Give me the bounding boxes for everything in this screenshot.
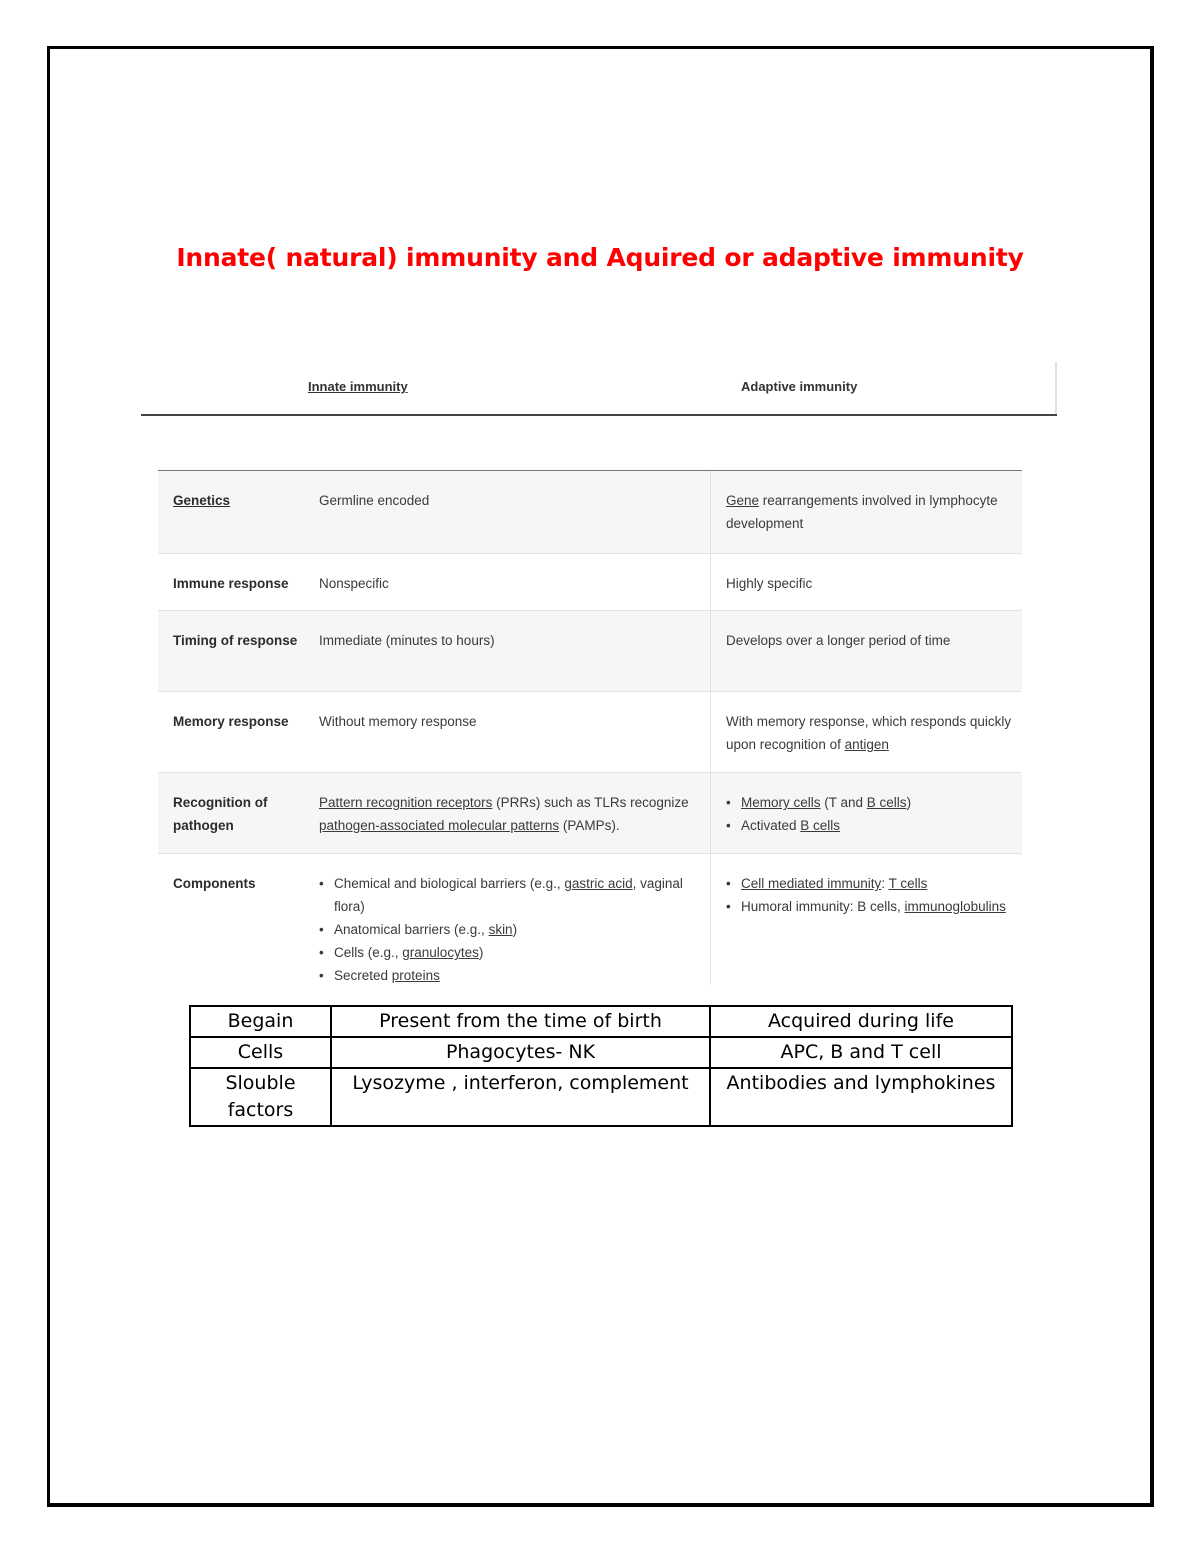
genetics-adaptive-text: rearrangements involved in lymphocyte development: [726, 493, 998, 531]
summary-adaptive: APC, B and T cell: [710, 1037, 1012, 1068]
granulocytes-link[interactable]: granulocytes: [402, 945, 479, 960]
row-recognition: [158, 773, 1022, 854]
immune-response-innate: Nonspecific: [319, 576, 389, 591]
list-item: [726, 814, 1022, 837]
b-cells-link[interactable]: B cells: [866, 795, 907, 810]
recognition-text-1: (PRRs) such as TLRs recognize: [492, 795, 689, 810]
summary-innate: Present from the time of birth: [331, 1006, 710, 1037]
table-row: [190, 1037, 1012, 1068]
memory-cells-link[interactable]: Memory cells: [741, 795, 821, 810]
component-text: Secreted: [334, 968, 392, 983]
recognition-adaptive: [710, 773, 1022, 853]
timing-label: Timing of response: [173, 633, 298, 648]
list-item: [726, 791, 1022, 814]
t-cells-link[interactable]: T cells: [888, 876, 928, 891]
timing-adaptive: Develops over a longer period of time: [710, 611, 1022, 691]
genetics-adaptive: [710, 471, 1022, 553]
component-text: Humoral immunity: B cells,: [741, 899, 905, 914]
summary-adaptive: Acquired during life: [710, 1006, 1012, 1037]
memory-label: Memory response: [173, 714, 289, 729]
list-item: [319, 918, 710, 941]
summary-adaptive: Antibodies and lymphokines: [710, 1068, 1012, 1126]
immune-response-label: Immune response: [173, 576, 289, 591]
page-title: Innate( natural) immunity and Aquired or adaptive immunity: [176, 243, 1024, 272]
activated-b-cells-link[interactable]: B cells: [800, 818, 841, 833]
proteins-link[interactable]: proteins: [391, 968, 440, 983]
recognition-adaptive-text-2: ): [906, 795, 912, 810]
comparison-table: [158, 470, 1022, 985]
components-label: Components: [173, 876, 256, 891]
memory-adaptive-text: With memory response, which responds quickly upon recognition of: [726, 714, 1012, 752]
component-text: ): [512, 922, 518, 937]
timing-innate: Immediate (minutes to hours): [319, 633, 495, 648]
pamp-link[interactable]: pathogen-associated molecular patterns: [319, 818, 560, 833]
row-components: [158, 854, 1022, 985]
row-immune-response: [158, 554, 1022, 611]
genetics-label: Genetics: [173, 493, 231, 508]
summary-label: Begain: [190, 1006, 331, 1037]
recognition-label: Recognition of pathogen: [173, 795, 268, 833]
summary-innate: Lysozyme , interferon, complement: [331, 1068, 710, 1126]
immune-response-adaptive: Highly specific: [710, 554, 1022, 610]
recognition-innate: [304, 773, 710, 853]
gene-link[interactable]: Gene: [726, 493, 760, 508]
component-text: ): [478, 945, 484, 960]
memory-adaptive: [710, 692, 1022, 772]
gastric-acid-link[interactable]: gastric acid: [564, 876, 633, 891]
list-item: [319, 964, 710, 985]
list-item: [319, 872, 710, 918]
genetics-innate: Germline encoded: [319, 493, 430, 508]
column-header-band: [141, 362, 1057, 416]
components-adaptive: [710, 854, 1022, 985]
summary-innate: Phagocytes- NK: [331, 1037, 710, 1068]
skin-link[interactable]: skin: [488, 922, 513, 937]
row-timing: [158, 611, 1022, 692]
immunoglobulins-link[interactable]: immunoglobulins: [904, 899, 1006, 914]
list-item: [726, 895, 1022, 918]
summary-label: Slouble factors: [190, 1068, 331, 1126]
summary-table: [189, 1005, 1013, 1127]
table-row: [190, 1006, 1012, 1037]
recognition-text-2: (PAMPs).: [559, 818, 620, 833]
prr-link[interactable]: Pattern recognition receptors: [319, 795, 493, 810]
table-row: [190, 1068, 1012, 1126]
summary-label: Cells: [190, 1037, 331, 1068]
header-innate: Innate immunity: [308, 379, 408, 394]
row-memory: [158, 692, 1022, 773]
list-item: [726, 872, 1022, 895]
component-text: , vaginal flora): [334, 876, 683, 914]
recognition-adaptive-text-1: (T and: [820, 795, 867, 810]
component-text: Chemical and biological barriers (e.g.,: [334, 876, 565, 891]
component-text: Anatomical barriers (e.g.,: [334, 922, 489, 937]
list-item: [319, 941, 710, 964]
component-text: Cells (e.g.,: [334, 945, 403, 960]
components-innate: [304, 854, 710, 985]
cell-mediated-link[interactable]: Cell mediated immunity: [741, 876, 882, 891]
header-edge: [1055, 362, 1057, 414]
antigen-link[interactable]: antigen: [844, 737, 889, 752]
row-genetics: [158, 471, 1022, 554]
recognition-adaptive-text-3: Activated: [741, 818, 801, 833]
header-adaptive: Adaptive immunity: [741, 379, 858, 394]
component-text: :: [881, 876, 889, 891]
memory-innate: Without memory response: [319, 714, 477, 729]
